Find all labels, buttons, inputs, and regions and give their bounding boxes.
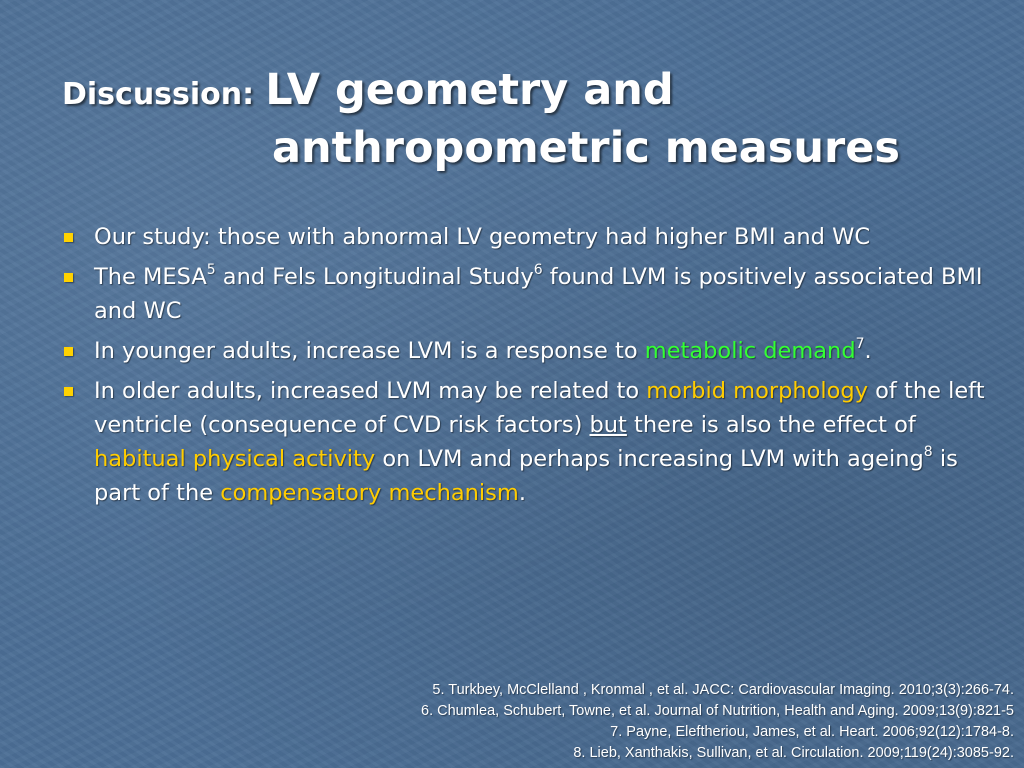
highlight-compensatory-mechanism: compensatory mechanism xyxy=(220,480,519,506)
citation-superscript: 5 xyxy=(206,262,216,278)
citation-superscript: 8 xyxy=(923,444,933,460)
bullet-text: Our study: those with abnormal LV geometry had higher BMI and WC xyxy=(94,224,871,250)
bullet-text: found LVM is positively associated BMI and WC xyxy=(94,264,983,324)
square-bullet-icon xyxy=(64,387,73,396)
title-line-1: LV geometry and xyxy=(265,65,674,115)
bullet-item xyxy=(62,374,1002,510)
citation-superscript: 7 xyxy=(855,336,865,352)
bullet-text: The MESA xyxy=(94,264,207,290)
reference-item: 7. Payne, Eleftheriou, James, et al. Heart. 2006;92(12):1784-8. xyxy=(610,724,1014,740)
bullet-text: and Fels Longitudinal Study xyxy=(215,264,534,290)
bullet-text: there is also the effect of xyxy=(626,412,916,438)
title-line-2: anthropometric measures xyxy=(272,123,900,173)
bullet-item xyxy=(62,260,1002,328)
bullet-text: In older adults, increased LVM may be related to xyxy=(94,378,647,404)
highlight-habitual-physical-activity: habitual physical activity xyxy=(94,446,376,472)
square-bullet-icon xyxy=(64,347,73,356)
square-bullet-icon xyxy=(64,273,73,282)
underlined-but: but xyxy=(589,412,627,438)
bullet-item xyxy=(62,334,1002,368)
bullet-list xyxy=(62,220,1002,516)
reference-item: 5. Turkbey, McClelland , Kronmal , et al. JACC: Cardiovascular Imaging. 2010;3(3):266-74. xyxy=(432,682,1014,698)
bullet-text: on LVM and perhaps increasing LVM with ageing xyxy=(375,446,924,472)
references-list xyxy=(254,680,1014,764)
bullet-item xyxy=(62,220,1002,254)
bullet-text: is part of the xyxy=(94,446,958,506)
title-prefix: Discussion: xyxy=(62,77,255,112)
square-bullet-icon xyxy=(64,233,73,242)
reference-item: 6. Chumlea, Schubert, Towne, et al. Journal of Nutrition, Health and Aging. 2009;13(9):821-5 xyxy=(421,703,1014,719)
bullet-text: . xyxy=(518,480,526,506)
bullet-text: of the left ventricle (consequence of CVD risk factors) xyxy=(94,378,985,438)
bullet-text: . xyxy=(864,338,872,364)
citation-superscript: 6 xyxy=(533,262,543,278)
slide-title xyxy=(62,62,962,178)
highlight-metabolic-demand: metabolic demand xyxy=(644,338,856,364)
bullet-text: In younger adults, increase LVM is a response to xyxy=(94,338,645,364)
highlight-morbid-morphology: morbid morphology xyxy=(646,378,869,404)
reference-item: 8. Lieb, Xanthakis, Sullivan, et al. Circulation. 2009;119(24):3085-92. xyxy=(573,745,1014,761)
